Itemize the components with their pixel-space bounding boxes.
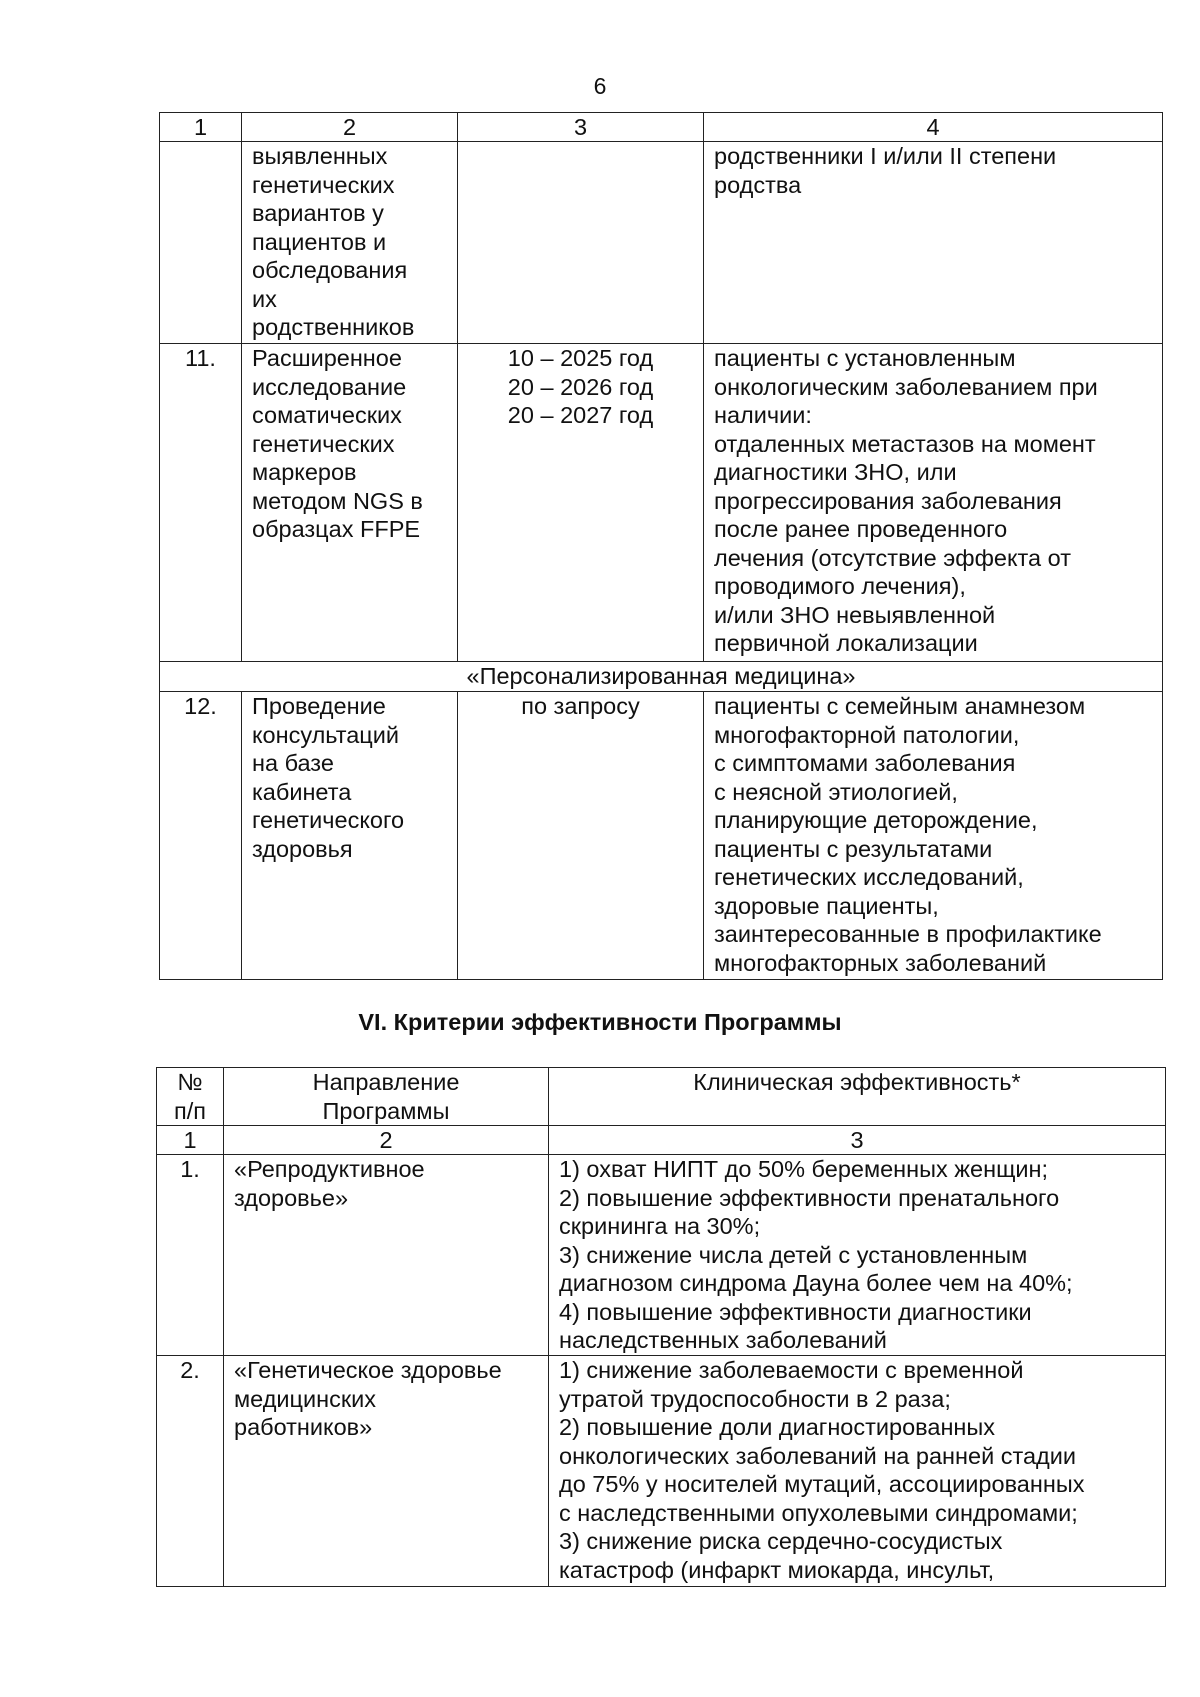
- text-line: наличии:: [714, 402, 812, 428]
- text-line: 2) повышение эффективности пренатального: [559, 1184, 1060, 1211]
- header-direction: [224, 1068, 549, 1126]
- text-line: многофакторных заболеваний: [714, 949, 1047, 976]
- text-line: методом NGS в: [252, 487, 423, 514]
- text-line: диагнозом синдрома Дауна более чем на 40%;: [559, 1270, 1073, 1296]
- section-row: [160, 662, 1163, 692]
- target-group: [704, 142, 1163, 344]
- text-line: после ранее проведенного: [714, 516, 1008, 542]
- text-line: на базе: [252, 750, 334, 776]
- text-line: с наследственными опухолевыми синдромами;: [559, 1499, 1078, 1526]
- text-line: прогрессирования заболевания: [714, 487, 1062, 514]
- text-line: медицинских: [234, 1385, 377, 1412]
- text-line: планирующие деторождение,: [714, 807, 1038, 833]
- text-line: Проведение: [252, 693, 386, 719]
- text-line: пациенты с семейным анамнезом: [714, 693, 1086, 719]
- text-line: с неясной этиологией,: [714, 778, 958, 805]
- text-line: их: [252, 285, 277, 312]
- table-header-row: [160, 113, 1163, 142]
- text-line: 1) охват НИПТ до 50% беременных женщин;: [559, 1156, 1049, 1182]
- row-number: [160, 142, 242, 344]
- text-line: проводимого лечения),: [714, 573, 966, 599]
- text-line: №: [177, 1069, 203, 1095]
- text-line: Направление: [312, 1069, 460, 1095]
- text-line: здоровья: [252, 835, 353, 862]
- text-line: с симптомами заболевания: [714, 750, 1016, 776]
- text-line: родственников: [252, 314, 415, 340]
- activity-schedule: [458, 142, 704, 344]
- activity-schedule: [458, 344, 704, 662]
- text-line: 3) снижение риска сердечно-сосудистых: [559, 1528, 1003, 1554]
- text-line: утратой трудоспособности в 2 раза;: [559, 1385, 951, 1412]
- section-title: VI. Критерии эффективности Программы: [358, 1009, 842, 1035]
- row-number: 1.: [157, 1155, 224, 1356]
- program-activities-table: [159, 112, 1163, 980]
- text-line: родственники I и/или II степени: [714, 143, 1057, 169]
- program-direction: [224, 1356, 549, 1587]
- text-line: генетических: [252, 171, 395, 198]
- text-line: Программы: [322, 1097, 450, 1124]
- text-line: 20 – 2027 год: [507, 402, 654, 428]
- text-line: наследственных заболеваний: [559, 1327, 887, 1353]
- text-line: исследование: [252, 373, 407, 400]
- text-line: консультаций: [252, 721, 399, 748]
- text-line: лечения (отсутствие эффекта от: [714, 544, 1071, 571]
- target-group: [704, 344, 1163, 662]
- activity-schedule: [458, 692, 704, 980]
- table-row: [157, 1155, 1166, 1356]
- section-heading: «Персонализированная медицина»: [160, 662, 1163, 692]
- row-number: 2.: [157, 1356, 224, 1587]
- text-line: маркеров: [252, 459, 357, 485]
- text-line: 1) снижение заболеваемости с временной: [559, 1357, 1024, 1383]
- text-line: вариантов у: [252, 200, 384, 226]
- efficiency-criteria-table: [156, 1067, 1166, 1587]
- text-line: онкологическим заболеванием при: [714, 373, 1098, 400]
- program-direction: [224, 1155, 549, 1356]
- text-line: и/или ЗНО невыявленной: [714, 601, 996, 628]
- text-line: пациенты с установленным: [714, 345, 1016, 371]
- activity-name: [242, 142, 458, 344]
- text-line: пациенты с результатами: [714, 835, 993, 862]
- text-line: 4) повышение эффективности диагностики: [559, 1298, 1032, 1325]
- column-number-3: 3: [549, 1126, 1166, 1155]
- text-line: пациентов и: [252, 228, 387, 255]
- column-numbers-row: [157, 1126, 1166, 1155]
- text-line: родства: [714, 171, 802, 198]
- text-line: «Репродуктивное: [234, 1156, 425, 1182]
- text-line: п/п: [174, 1097, 206, 1124]
- text-line: 20 – 2026 год: [507, 373, 654, 400]
- column-number-2: 2: [242, 113, 458, 142]
- table-row: [160, 344, 1163, 662]
- column-number-3: 3: [458, 113, 704, 142]
- text-line: здоровье»: [234, 1184, 349, 1211]
- text-line: здоровые пациенты,: [714, 892, 939, 919]
- header-clinical-efficiency: Клиническая эффективность*: [549, 1068, 1166, 1126]
- text-line: образцах FFPE: [252, 516, 421, 542]
- row-number: 12.: [160, 692, 242, 980]
- text-line: отдаленных метастазов на момент: [714, 430, 1096, 457]
- table-row: [157, 1356, 1166, 1587]
- text-line: первичной локализации: [714, 630, 978, 656]
- page-number: 6: [593, 73, 607, 99]
- text-line: работников»: [234, 1414, 373, 1440]
- text-line: по запросу: [521, 693, 640, 719]
- header-number: [157, 1068, 224, 1126]
- column-number-2: 2: [224, 1126, 549, 1155]
- text-line: «Генетическое здоровье: [234, 1357, 502, 1383]
- text-line: онкологических заболеваний на ранней стадии: [559, 1442, 1077, 1469]
- clinical-efficiency: [549, 1155, 1166, 1356]
- text-line: заинтересованные в профилактике: [714, 921, 1102, 947]
- table-header-row: [157, 1068, 1166, 1126]
- table-row: [160, 142, 1163, 344]
- text-line: кабинета: [252, 778, 352, 805]
- text-line: генетических исследований,: [714, 864, 1024, 890]
- text-line: соматических: [252, 402, 402, 428]
- text-line: 2) повышение доли диагностированных: [559, 1414, 996, 1440]
- text-line: скрининга на 30%;: [559, 1213, 761, 1239]
- row-number: 11.: [160, 344, 242, 662]
- clinical-efficiency: [549, 1356, 1166, 1587]
- activity-name: [242, 692, 458, 980]
- text-line: до 75% у носителей мутаций, ассоциированных: [559, 1471, 1085, 1497]
- text-line: выявленных: [252, 143, 388, 169]
- table-row: [160, 692, 1163, 980]
- column-number-1: 1: [160, 113, 242, 142]
- text-line: 10 – 2025 год: [507, 345, 654, 371]
- text-line: Расширенное: [252, 345, 402, 371]
- column-number-1: 1: [157, 1126, 224, 1155]
- target-group: [704, 692, 1163, 980]
- column-number-4: 4: [704, 113, 1163, 142]
- activity-name: [242, 344, 458, 662]
- text-line: генетического: [252, 807, 405, 833]
- text-line: диагностики ЗНО, или: [714, 459, 957, 485]
- text-line: генетических: [252, 430, 395, 457]
- text-line: обследования: [252, 257, 408, 283]
- text-line: многофакторной патологии,: [714, 721, 1020, 748]
- text-line: катастроф (инфаркт миокарда, инсульт,: [559, 1556, 995, 1583]
- text-line: 3) снижение числа детей с установленным: [559, 1241, 1028, 1268]
